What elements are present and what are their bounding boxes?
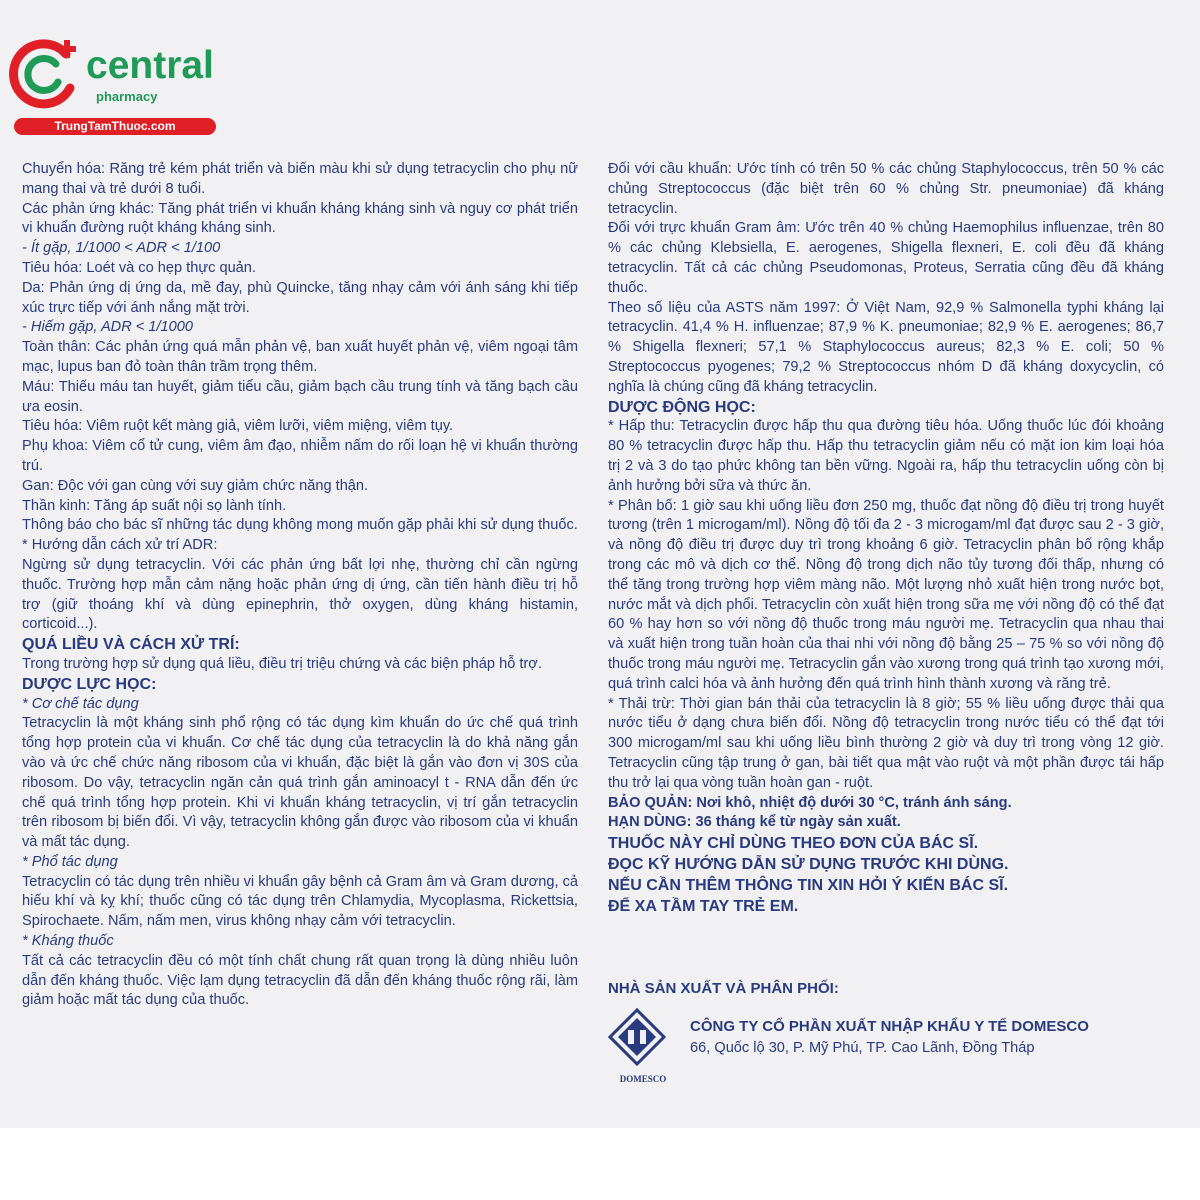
section-heading: DƯỢC LỰC HỌC:	[22, 675, 157, 693]
sub-heading: * Kháng thuốc	[22, 933, 114, 950]
sub-heading: - Ít gặp, 1/1000 < ADR < 1/100	[22, 240, 221, 257]
left-column	[22, 160, 578, 1011]
paragraph: Thần kinh: Tăng áp suất nội sọ lành tính.	[22, 497, 287, 514]
manufacturer-title: NHÀ SẢN XUẤT VÀ PHÂN PHỐI:	[608, 980, 839, 997]
paragraph: Theo số liệu của ASTS năm 1997: Ở Việt Nam, 92,9 % Salmonella typhi kháng lại tetracyclin. 41,4 % H. influenzae; 87,9 % K. pneumoniae; 82,9 % E. aerogenes; 86,7 % Shigella flexneri; 57,1 % Staphylococcus aureus; 82,3 % E. coli; 50 % Streptococcus pyogenes; 79,2 % Streptococcus nhóm D đã kháng doxycyclin, có nghĩa là chúng cũng đã kháng tetracyclin.	[608, 299, 1164, 395]
paragraph: Tiêu hóa: Loét và co hẹp thực quản.	[22, 259, 256, 276]
warning-line: ĐỂ XA TẦM TAY TRẺ EM.	[608, 898, 799, 916]
site-url[interactable]: TrungTamThuoc.com	[14, 118, 216, 135]
right-column	[608, 160, 1164, 917]
paragraph: * Thải trừ: Thời gian bán thải của tetracyclin là 8 giờ; 55 % liều uống được thải qua nước tiểu ở dạng chưa biến đổi. Nồng độ tetracyclin trong nước tiểu có thể đạt tới 300 microgam/ml sau khi uống liều bình thường 2 giờ và duy trì trong vòng 12 giờ. Tetracyclin cũng tập trung ở gan, bài tiết qua mật vào ruột và một phần được tái hấp thu trở lại qua vòng tuần hoàn gan - ruột.	[608, 695, 1164, 791]
paragraph: Thông báo cho bác sĩ những tác dụng không mong muốn gặp phải khi sử dụng thuốc.	[22, 517, 578, 534]
paragraph: Máu: Thiếu máu tan huyết, giảm tiểu cầu, giảm bạch cầu trung tính và tăng bạch cầu ưa eosin.	[22, 378, 578, 415]
paragraph: Ngừng sử dụng tetracyclin. Với các phản ứng bất lợi nhẹ, thường chỉ cần ngừng thuốc. Trường hợp mẫn cảm nặng hoặc phản ứng dị ứng, cần tiến hành điều trị hỗ trợ (giữ thoáng khí và dùng epinephrin, thở oxygen, dùng kháng histamin, corticoid...).	[22, 556, 578, 633]
paragraph: Trong trường hợp sử dụng quá liều, điều trị triệu chứng và các biện pháp hỗ trợ.	[22, 655, 542, 672]
warning-line: THUỐC NÀY CHỈ DÙNG THEO ĐƠN CỦA BÁC SĨ.	[608, 835, 979, 853]
paragraph: Chuyển hóa: Răng trẻ kém phát triển và biến màu khi sử dụng tetracyclin cho phụ nữ mang thai và trẻ dưới 8 tuổi.	[22, 161, 578, 197]
paragraph: Gan: Độc với gan cùng với suy giảm chức năng thận.	[22, 477, 369, 494]
paragraph: Tetracyclin có tác dụng trên nhiều vi khuẩn gây bệnh cả Gram âm và Gram dương, cả hiếu khí và kỵ khí; thuốc cũng có tác dụng trên Chlamydia, Mycoplasma, Rickettsia, Spirochaete. Nấm, nấm men, virus không nhạy cảm với tetracyclin.	[22, 873, 578, 930]
manufacturer-block	[608, 980, 1168, 1084]
section-heading: DƯỢC ĐỘNG HỌC:	[608, 398, 756, 416]
central-pharmacy-logo	[8, 36, 223, 136]
paragraph: Da: Phản ứng dị ứng da, mề đay, phù Quincke, tăng nhạy cảm với ánh sáng khi tiếp xúc trực tiếp với ánh nắng mặt trời.	[22, 279, 578, 316]
company-address: 66, Quốc lộ 30, P. Mỹ Phú, TP. Cao Lãnh, Đồng Tháp	[690, 1040, 1035, 1056]
domesco-caption: DOMESCO	[619, 1074, 667, 1084]
paragraph: Tiêu hóa: Viêm ruột kết màng giả, viêm lưỡi, viêm miệng, viêm tụy.	[22, 418, 454, 435]
paragraph: Đối với trực khuẩn Gram âm: Ước trên 40 % chủng Haemophilus influenzae, trên 80 % các chủng Klebsiella, E. aerogenes, Shigella flexneri, E. coli đều đã kháng tetracyclin. Tất cả các chủng Pseudomonas, Proteus, Serratia cũng đều đã kháng thuốc.	[608, 220, 1164, 296]
paragraph: * Hấp thu: Tetracyclin được hấp thu qua đường tiêu hóa. Uống thuốc lúc đói khoảng 80 % tetracyclin được hấp thu. Hấp thu tetracyclin giảm nếu có mặt ion kim loại hóa trị 2 và 3 do tạo phức không tan bền vững. Ngoài ra, hấp thu tetracyclin uống còn bị ảnh hưởng bởi sữa và thức ăn.	[608, 418, 1164, 494]
warning-line: ĐỌC KỸ HƯỚNG DẪN SỬ DỤNG TRƯỚC KHI DÙNG.	[608, 856, 1009, 874]
paragraph: Phụ khoa: Viêm cổ tử cung, viêm âm đạo, nhiễm nấm do rối loạn hệ vi khuẩn thường trú.	[22, 438, 578, 474]
sub-heading: * Phổ tác dụng	[22, 853, 118, 870]
paragraph: Các phản ứng khác: Tăng phát triển vi khuẩn kháng kháng sinh và nguy cơ phát triển vi khuẩn đường ruột kháng kháng sinh.	[22, 200, 578, 237]
company-name: CÔNG TY CỔ PHẦN XUẤT NHẬP KHẨU Y TẾ DOMESCO	[690, 1018, 1089, 1035]
logo-mark-icon	[8, 36, 88, 116]
brand-name: central	[86, 44, 214, 87]
paragraph: HẠN DÙNG: 36 tháng kể từ ngày sản xuất.	[608, 814, 901, 831]
section-heading: QUÁ LIỀU VÀ CÁCH XỬ TRÍ:	[22, 636, 240, 654]
paragraph: Đối với cầu khuẩn: Ước tính có trên 50 % các chủng Staphylococcus, trên 50 % các chủng Streptococcus (đặc biệt trên 60 % chủng Str. pneumoniae) đã kháng tetracyclin.	[608, 161, 1164, 217]
brand-sub: pharmacy	[96, 89, 158, 104]
warning-line: NẾU CẦN THÊM THÔNG TIN XIN HỎI Ý KIẾN BÁC SĨ.	[608, 877, 1009, 895]
sub-heading: - Hiếm gặp, ADR < 1/1000	[22, 319, 194, 336]
paragraph: Tất cả các tetracyclin đều có một tính chất chung rất quan trọng là dùng nhiều luôn dẫn đến kháng thuốc. Việc lạm dụng tetracyclin đã dẫn đến kháng thuốc rộng rãi, làm giảm hoặc mất tác dụng của thuốc.	[22, 952, 578, 1009]
sub-heading: * Cơ chế tác dụng	[22, 695, 139, 712]
paragraph: BẢO QUẢN: Nơi khô, nhiệt độ dưới 30 °C, tránh ánh sáng.	[608, 794, 1012, 811]
paragraph: Toàn thân: Các phản ứng quá mẫn phản vệ, ban xuất huyết phản vệ, viêm ngoại tâm mạc, lupus ban đỏ toàn thân trầm trọng thêm.	[22, 339, 578, 375]
paragraph: Tetracyclin là một kháng sinh phổ rộng có tác dụng kìm khuẩn do ức chế quá trình tổng hợp protein của vi khuẩn. Cơ chế tác dụng của tetracyclin là do khả năng gắn vào và ức chế chức năng ribosom của vi khuẩn, đặc biệt là gắn vào đơn vị 30S của ribosom. Do vậy, tetracyclin ngăn cản quá trình gắn aminoacyl t - RNA dẫn đến ức chế quá trình tổng hợp protein. Khi vi khuẩn kháng tetracyclin, vị trí gắn tetracyclin trên ribosom bị biến đổi. Vì vậy, tetracyclin không gắn được vào ribosom của vi khuẩn và mất tác dụng.	[22, 715, 578, 851]
paragraph: * Hướng dẫn cách xử trí ADR:	[22, 537, 218, 554]
paragraph: * Phân bố: 1 giờ sau khi uống liều đơn 250 mg, thuốc đạt nồng độ điều trị trong huyết tương (trên 1 microgam/ml). Nồng độ tối đa 2 - 3 microgam/ml đạt được sau 2 - 3 giờ, và nồng độ điều trị được duy trì trong khoảng 6 giờ. Tetracyclin phân bố rộng khắp trong các mô và dịch cơ thể. Nồng độ trong dịch não tủy tương đối thấp, nhưng có thể tăng trong trường hợp viêm màng não. Một lượng nhỏ xuất hiện trong nước bọt, nước mắt và dịch phổi. Tetracyclin còn xuất hiện trong sữa mẹ với nồng độ có thể đạt 60 % hay hơn so với nồng độ thuốc trong máu người mẹ. Tetracyclin qua nhau thai và xuất hiện trong tuần hoàn của thai nhi với nồng độ bằng 25 – 75 % so với nồng độ thuốc trong máu người mẹ. Tetracyclin gắn vào xương trong quá trình tạo xương mới, quá trình calci hóa và ảnh hưởng đến quá trình hình thành xương và răng trẻ.	[608, 497, 1164, 692]
domesco-logo	[608, 1008, 678, 1088]
domesco-emblem-icon	[608, 1008, 666, 1070]
